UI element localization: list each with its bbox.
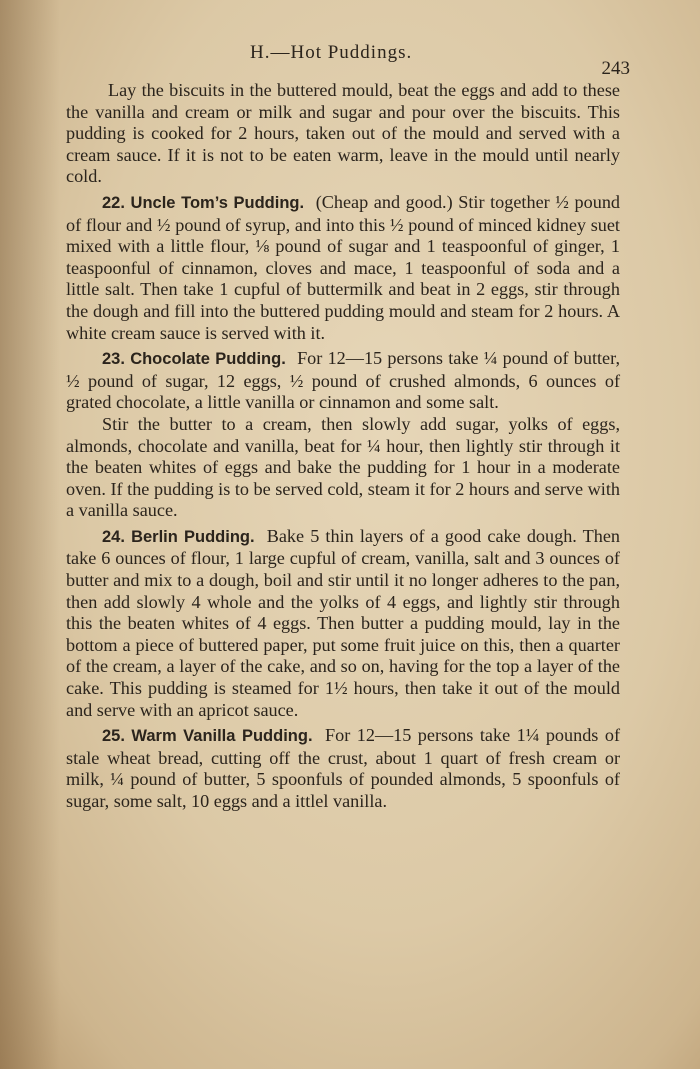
recipe-text: For 12—15 persons take 1¼ pounds of stale wheat bread, cutting off the crust, about 1 quart of fresh cream or milk, ¼ pound of butter, 5 spoonfuls of pounded almonds, 5 spoonfuls of sugar, some salt, 10 eggs and a ittlel vanilla. <box>66 725 621 811</box>
page-number: 243 <box>601 58 630 79</box>
spine-shadow <box>0 0 60 1069</box>
intro-paragraph: Lay the biscuits in the buttered mould, beat the eggs and add to these the vanilla and cream or milk and sugar and pour over the biscuits. This pudding is cooked for 2 hours, taken out of the mould and served with a cream sauce. If it is not to be eaten warm, leave in the mould until nearly cold. <box>66 80 620 187</box>
recipe-23 <box>66 348 620 414</box>
recipe-text: For 12—15 persons take ¼ pound of butter, ½ pound of sugar, 12 eggs, ½ pound of crushed almonds, 6 ounces of grated chocolate, a little vanilla or cinnamon and some salt. <box>66 348 620 413</box>
page-header <box>60 38 630 79</box>
running-head: H.—Hot Puddings. <box>250 42 413 63</box>
recipe-22 <box>66 192 620 344</box>
recipe-title: Uncle Tom’s Pudding. <box>130 193 305 212</box>
recipe-title: Chocolate Pudding. <box>130 350 286 369</box>
recipe-23-continuation: Stir the butter to a cream, then slowly add sugar, yolks of eggs, almonds, chocolate and vanilla, beat for ¼ hour, then lightly stir through it the beaten whites of eggs and bake the pudding for 1 hour in a moderate oven. If the pudding is to be served cold, steam it for 2 hours and serve with a vanilla sauce. <box>66 413 620 521</box>
page-body <box>66 80 620 813</box>
recipe-25 <box>66 725 620 812</box>
recipe-text: Bake 5 thin layers of a good cake dough. Then take 6 ounces of flour, 1 large cupful of cream, vanilla, salt and 3 ounces of butter and mix to a dough, boil and stir until it no longer adheres to the pan, then add slowly 4 whole and the yolks of 4 eggs, and lightly stir through this the beaten whites of 4 eggs. Then butter a pudding mould, lay in the bottom a piece of buttered paper, put some fruit juice on this, then a quarter of the cream, a layer of the cake, and so on, having for the top a layer of the cake. This pudding is steamed for 1½ hours, then take it out of the mould and serve with an apricot sauce. <box>66 525 621 720</box>
recipe-number: 22. <box>102 193 125 212</box>
recipe-number: 24. <box>102 527 125 546</box>
recipe-number: 23. <box>102 350 125 369</box>
recipe-24 <box>66 526 620 721</box>
recipe-title: Berlin Pudding. <box>131 527 255 546</box>
recipe-title: Warm Vanilla Pudding. <box>131 727 313 746</box>
recipe-number: 25. <box>102 727 125 746</box>
recipe-text: (Cheap and good.) Stir together ½ pound of flour and ½ pound of syrup, and into this ½ pound of minced kidney suet mixed with a little flour, ⅛ pound of sugar and 1 teaspoonful of ginger, 1 teaspoonful of cinnamon, cloves and mace, 1 teaspoonful of soda and a little salt. Then take 1 cupful of buttermilk and beat in 2 eggs, stir through the dough and fill into the buttered pudding mould and steam for 2 hours. A white cream sauce is served with it. <box>66 191 621 343</box>
